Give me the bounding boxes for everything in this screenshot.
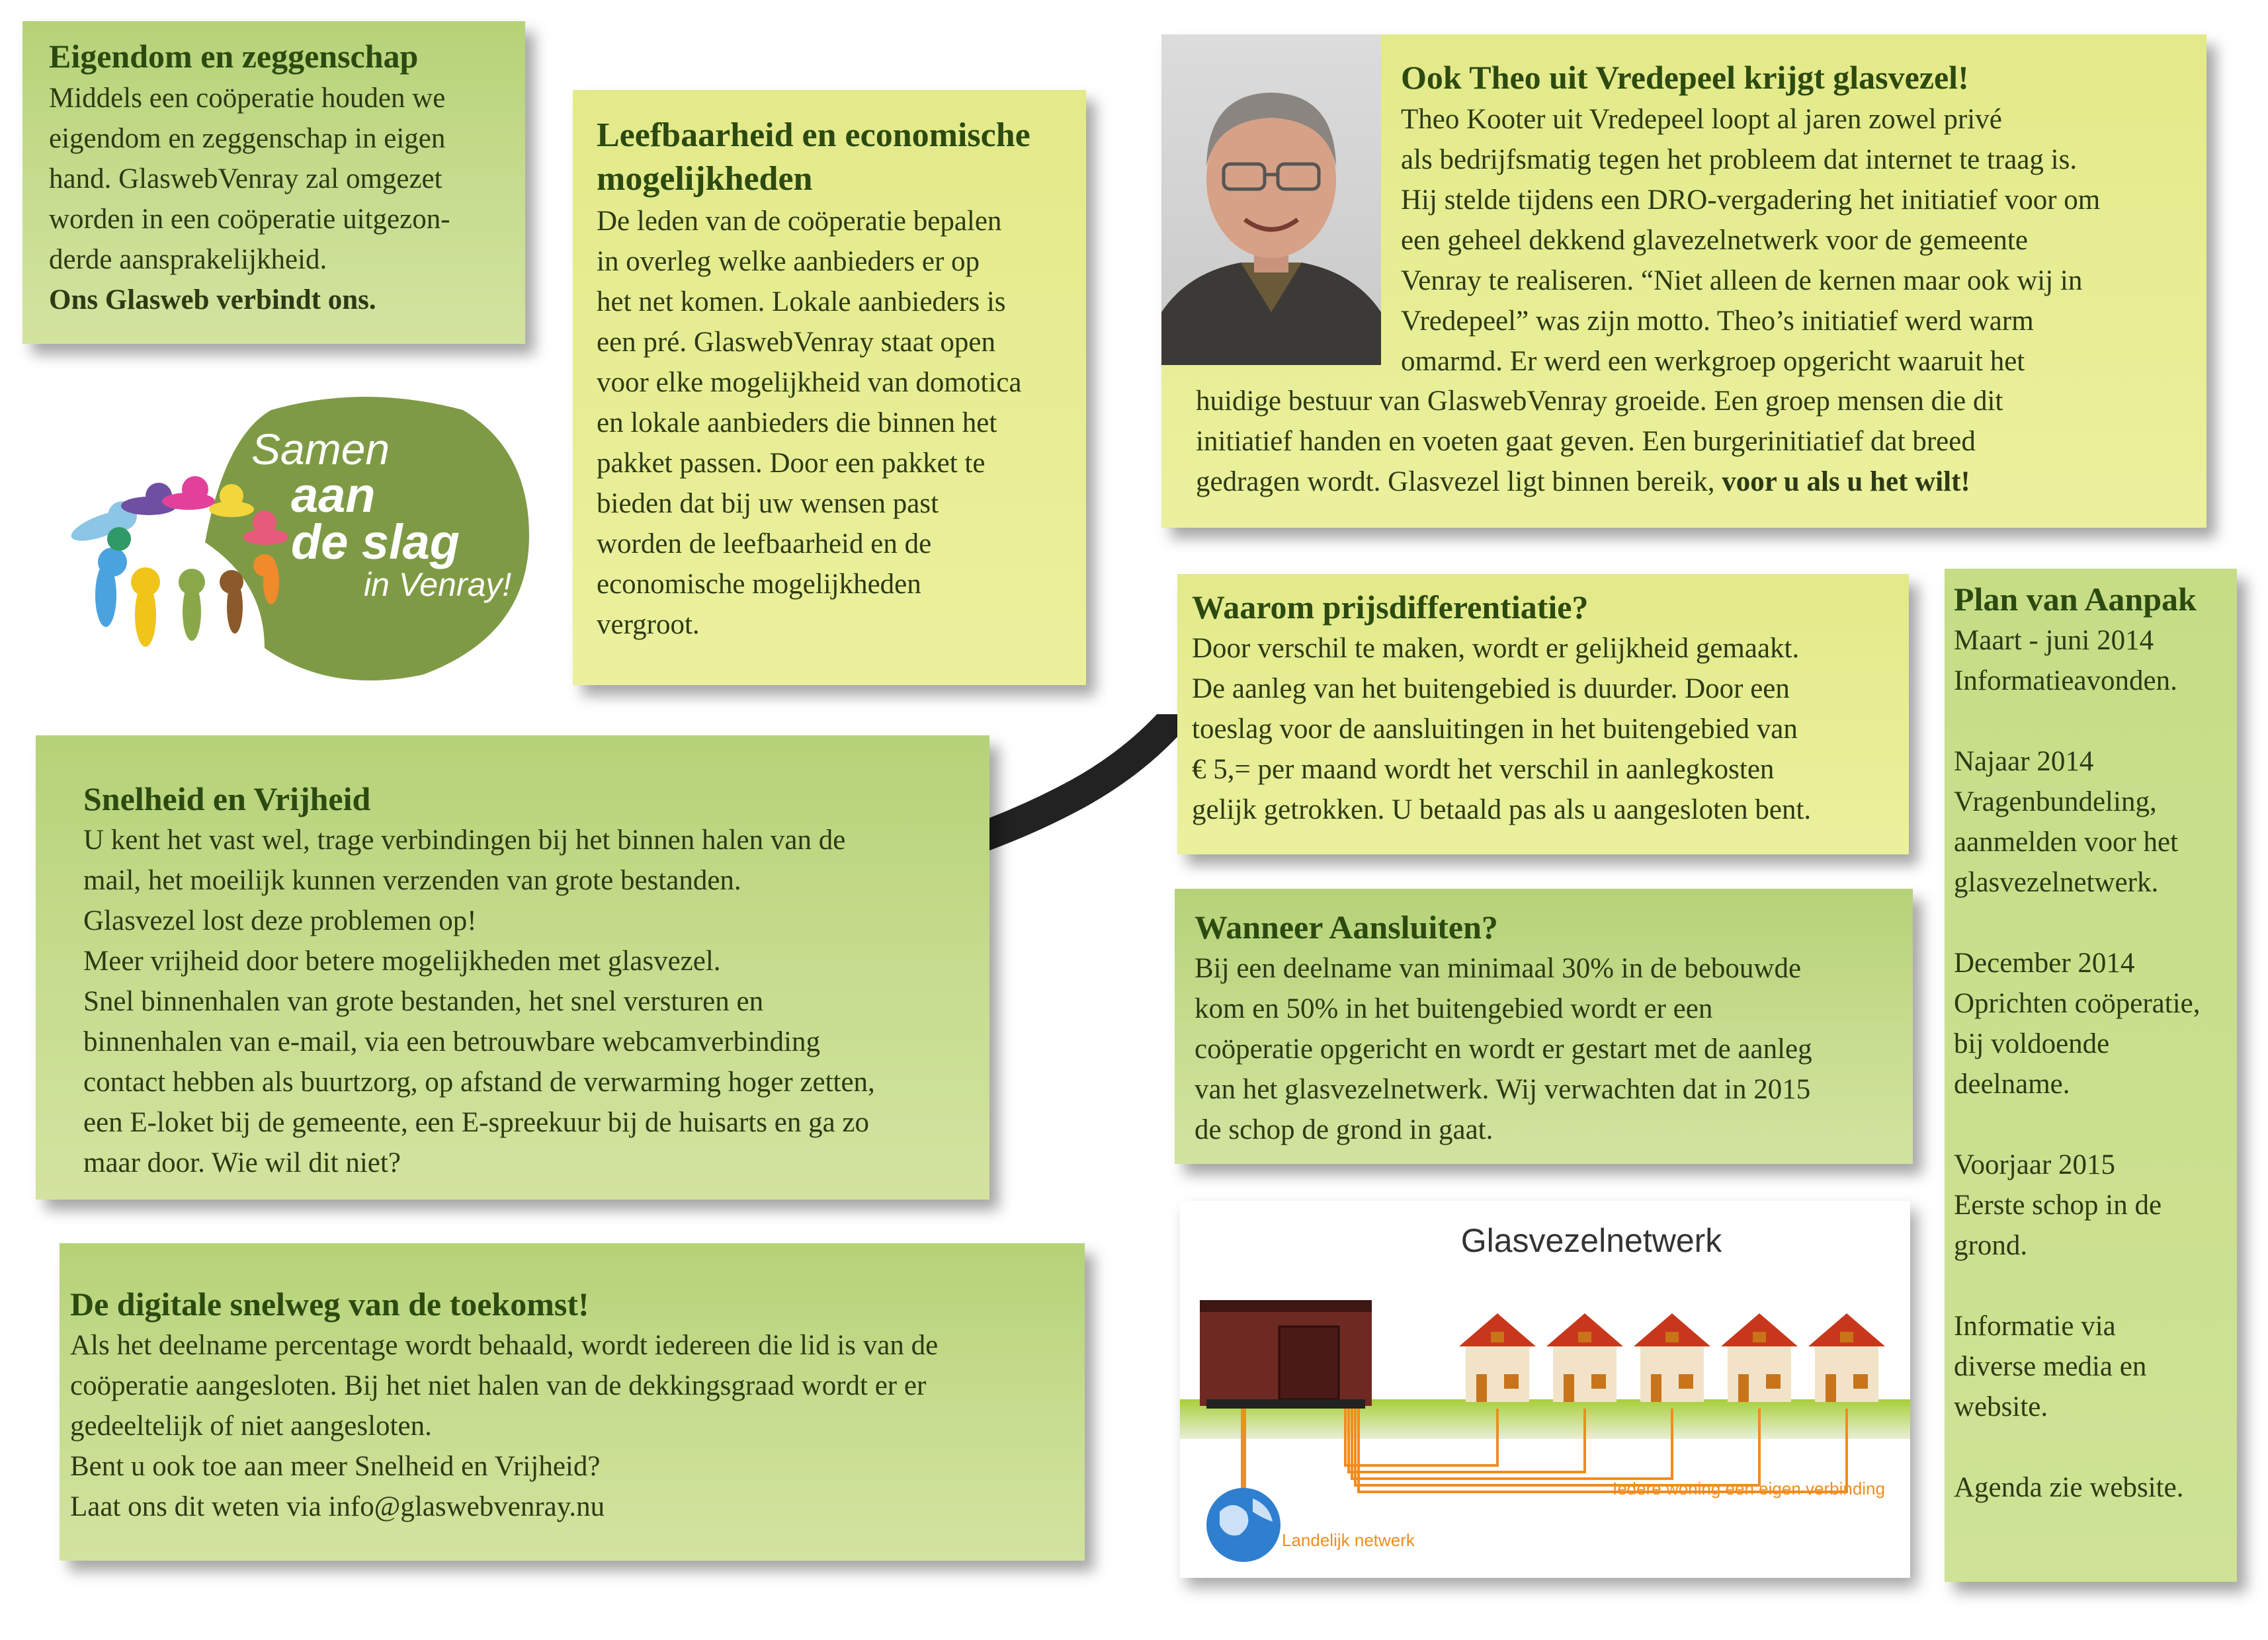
- aansluiten-title: Wanneer Aansluiten?: [1195, 909, 1498, 946]
- plan-box: [1945, 569, 2237, 1582]
- house-icon: [1459, 1313, 1536, 1402]
- landelijk-label: Landelijk netwerk: [1282, 1530, 1415, 1550]
- call-to-action: voor u als u het wilt!: [1722, 466, 1970, 497]
- leefbaarheid-text: [597, 201, 1086, 645]
- text-line: U kent het vast wel, trage verbindingen bij het binnen halen van de: [83, 825, 846, 856]
- slogan: Ons Glasweb verbindt ons.: [49, 284, 376, 315]
- text-line: economische mogelijkheden: [597, 569, 921, 600]
- text-line: Vredepeel” was zijn motto. Theo’s initiatief werd warm: [1401, 306, 2034, 337]
- text-line: vergroot.: [597, 609, 700, 640]
- network-graphic: [1180, 1201, 1910, 1578]
- text-line: [1196, 462, 2003, 502]
- plan-title: Plan van Aanpak: [1954, 581, 2197, 618]
- snelheid-title: Snelheid en Vrijheid: [83, 780, 371, 817]
- globe-icon: [1206, 1488, 1281, 1562]
- text-line: contact hebben als buurtzorg, op afstand de verwarming hoger zetten,: [83, 1067, 875, 1098]
- plan-line: Oprichten coöperatie,: [1954, 988, 2201, 1019]
- text-line: hand. GlaswebVenray zal omgezet: [49, 163, 442, 194]
- prijs-text: [1192, 628, 1909, 830]
- text-line: Door verschil te maken, wordt er gelijkheid gemaakt.: [1192, 633, 1800, 664]
- text-line: en lokale aanbieders die binnen het: [597, 407, 997, 438]
- netwerk-diagram: [1180, 1201, 1910, 1578]
- snelheid-text: [83, 820, 989, 1183]
- plan-line: [1954, 1266, 2237, 1306]
- distribution-cabinet: [1200, 1300, 1372, 1409]
- text-line: pakket passen. Door een pakket te: [597, 448, 986, 479]
- eigendom-box: [22, 21, 525, 344]
- text-line: van het glasvezelnetwerk. Wij verwachten dat in 2015: [1195, 1074, 1811, 1105]
- text-line: een E-loket bij de gemeente, een E-spreekuur bij de huisarts en ga zo: [83, 1107, 870, 1138]
- text-line: bieden dat bij uw wensen past: [597, 488, 939, 519]
- text-line: worden de leefbaarheid en de: [597, 528, 932, 559]
- eigendom-title: Eigendom en zeggenschap: [49, 38, 419, 75]
- plan-line: Agenda zie website.: [1954, 1472, 2184, 1503]
- snelheid-box: [36, 735, 989, 1200]
- snelweg-text: [70, 1325, 1085, 1527]
- snelweg-title: De digitale snelweg van de toekomst!: [70, 1286, 589, 1323]
- text-line: coöperatie opgericht en wordt er gestart met de aanleg: [1195, 1034, 1812, 1065]
- text-line: het net komen. Lokale aanbieders is: [597, 286, 1006, 317]
- woning-label: Iedere woning een eigen verbinding: [1613, 1479, 1885, 1498]
- text-line: eigendom en zeggenschap in eigen: [49, 123, 446, 154]
- plan-line: aanmelden voor het: [1954, 827, 2179, 858]
- plan-line: bij voldoende: [1954, 1028, 2110, 1059]
- leefbaarheid-title: [597, 114, 1086, 201]
- text-line: toeslag voor de aansluitingen in het buitengebied van: [1192, 714, 1798, 745]
- netwerk-title: Glasvezelnetwerk: [1460, 1222, 1722, 1259]
- text-line: De leden van de coöperatie bepalen: [597, 206, 1002, 237]
- title-line: mogelijkheden: [597, 160, 813, 198]
- leefbaarheid-box: [573, 90, 1086, 685]
- theo-box: [1161, 34, 2206, 528]
- plan-line: [1954, 701, 2237, 741]
- logo: [53, 384, 556, 688]
- logo-line: Samen: [251, 425, 390, 473]
- plan-line: deelname.: [1954, 1069, 2070, 1100]
- plan-line: Voorjaar 2015: [1954, 1149, 2116, 1180]
- prijs-title: Waarom prijsdifferentiatie?: [1192, 589, 1589, 626]
- logo-text: [238, 426, 516, 603]
- text-line: worden in een coöperatie uitgezon-: [49, 204, 450, 235]
- house-icon: [1721, 1313, 1798, 1402]
- plan-line: website.: [1954, 1391, 2048, 1422]
- text-line: Bent u ook toe aan meer Snelheid en Vrijheid?: [70, 1451, 601, 1482]
- plan-text: [1954, 620, 2237, 1508]
- text-line: Bij een deelname van minimaal 30% in de bebouwde: [1195, 953, 1802, 984]
- plan-line: Vragenbundeling,: [1954, 786, 2157, 817]
- email-line: Laat ons dit weten via info@glaswebvenray.nu: [70, 1491, 605, 1522]
- logo-line: aan: [291, 468, 376, 522]
- logo-line: in Venray!: [364, 566, 512, 603]
- theo-text-bottom: [1196, 381, 2003, 502]
- plan-line: Informatie via: [1954, 1311, 2116, 1342]
- plan-line: Informatieavonden.: [1954, 665, 2177, 696]
- title-line: Leefbaarheid en economische: [597, 116, 1030, 154]
- text-line: € 5,= per maand wordt het verschil in aanlegkosten: [1192, 754, 1775, 785]
- plan-line: [1954, 1427, 2237, 1467]
- plan-line: diverse media en: [1954, 1351, 2147, 1382]
- text-line: coöperatie aangesloten. Bij het niet halen van de dekkingsgraad wordt er er: [70, 1370, 927, 1401]
- plan-line: [1954, 903, 2237, 943]
- plan-line: Maart - juni 2014: [1954, 625, 2154, 656]
- plan-line: December 2014: [1954, 948, 2135, 979]
- aansluiten-text: [1195, 948, 1913, 1150]
- person-image: [1161, 34, 1381, 365]
- aansluiten-box: [1175, 889, 1913, 1164]
- text-line: Middels een coöperatie houden we: [49, 83, 446, 114]
- text-line: gedeeltelijk of niet aangesloten.: [70, 1411, 432, 1442]
- text-line: omarmd. Er werd een werkgroep opgericht waaruit het: [1401, 346, 2025, 377]
- text-line: Hij stelde tijdens een DRO-vergadering het initiatief voor om: [1401, 184, 2101, 216]
- text-line: een pré. GlaswebVenray staat open: [597, 327, 995, 358]
- plan-line: [1954, 1104, 2237, 1145]
- text-line: in overleg welke aanbieders er op: [597, 246, 980, 277]
- text-line: Glasvezel lost deze problemen op!: [83, 905, 477, 936]
- snelweg-box: [60, 1243, 1085, 1561]
- text-line: kom en 50% in het buitengebied wordt er een: [1195, 993, 1713, 1024]
- text-line: binnenhalen van e-mail, via een betrouwbare webcamverbinding: [83, 1026, 820, 1057]
- portrait-photo: [1161, 34, 1381, 365]
- text-line: gelijk getrokken. U betaald pas als u aangesloten bent.: [1192, 794, 1812, 825]
- text-line: als bedrijfsmatig tegen het probleem dat internet te traag is.: [1401, 144, 2078, 175]
- text-line: Theo Kooter uit Vredepeel loopt al jaren zowel privé: [1401, 104, 2002, 135]
- theo-text-top: [1401, 99, 2100, 382]
- logo-line: de slag: [291, 514, 460, 569]
- text-line: maar door. Wie wil dit niet?: [83, 1147, 401, 1178]
- text-line: Meer vrijheid door betere mogelijkheden met glasvezel.: [83, 946, 721, 977]
- text-line: initiatief handen en voeten gaat geven. Een burgerinitiatief dat breed: [1196, 426, 1976, 457]
- text-line: mail, het moeilijk kunnen verzenden van grote bestanden.: [83, 865, 741, 896]
- text-line: voor elke mogelijkheid van domotica: [597, 367, 1022, 398]
- house-icon: [1634, 1313, 1710, 1402]
- house-icon: [1546, 1313, 1623, 1402]
- text-line: Venray te realiseren. “Niet alleen de kernen maar ook wij in: [1401, 265, 2083, 296]
- text-line: derde aansprakelijkheid.: [49, 244, 327, 275]
- text-line: Snel binnenhalen van grote bestanden, het snel versturen en: [83, 986, 764, 1017]
- text-line: de schop de grond in gaat.: [1195, 1114, 1493, 1145]
- text-line: huidige bestuur van GlaswebVenray groeide. Een groep mensen die dit: [1196, 386, 2003, 417]
- text-line: een geheel dekkend glavezelnetwerk voor de gemeente: [1401, 225, 2028, 256]
- prijs-box: [1177, 574, 1909, 854]
- house-icon: [1808, 1313, 1885, 1402]
- theo-title: Ook Theo uit Vredepeel krijgt glasvezel!: [1401, 59, 1969, 96]
- eigendom-text: [49, 78, 525, 320]
- plan-line: Eerste schop in de: [1954, 1190, 2162, 1221]
- text-line: Als het deelname percentage wordt behaald, wordt iedereen die lid is van de: [70, 1330, 939, 1361]
- plan-line: glasvezelnetwerk.: [1954, 867, 2159, 898]
- text-line-start: gedragen wordt. Glasvezel ligt binnen bereik,: [1196, 466, 1722, 497]
- plan-line: Najaar 2014: [1954, 746, 2094, 777]
- text-line: De aanleg van het buitengebied is duurder. Door een: [1192, 673, 1790, 704]
- plan-line: grond.: [1954, 1230, 2028, 1261]
